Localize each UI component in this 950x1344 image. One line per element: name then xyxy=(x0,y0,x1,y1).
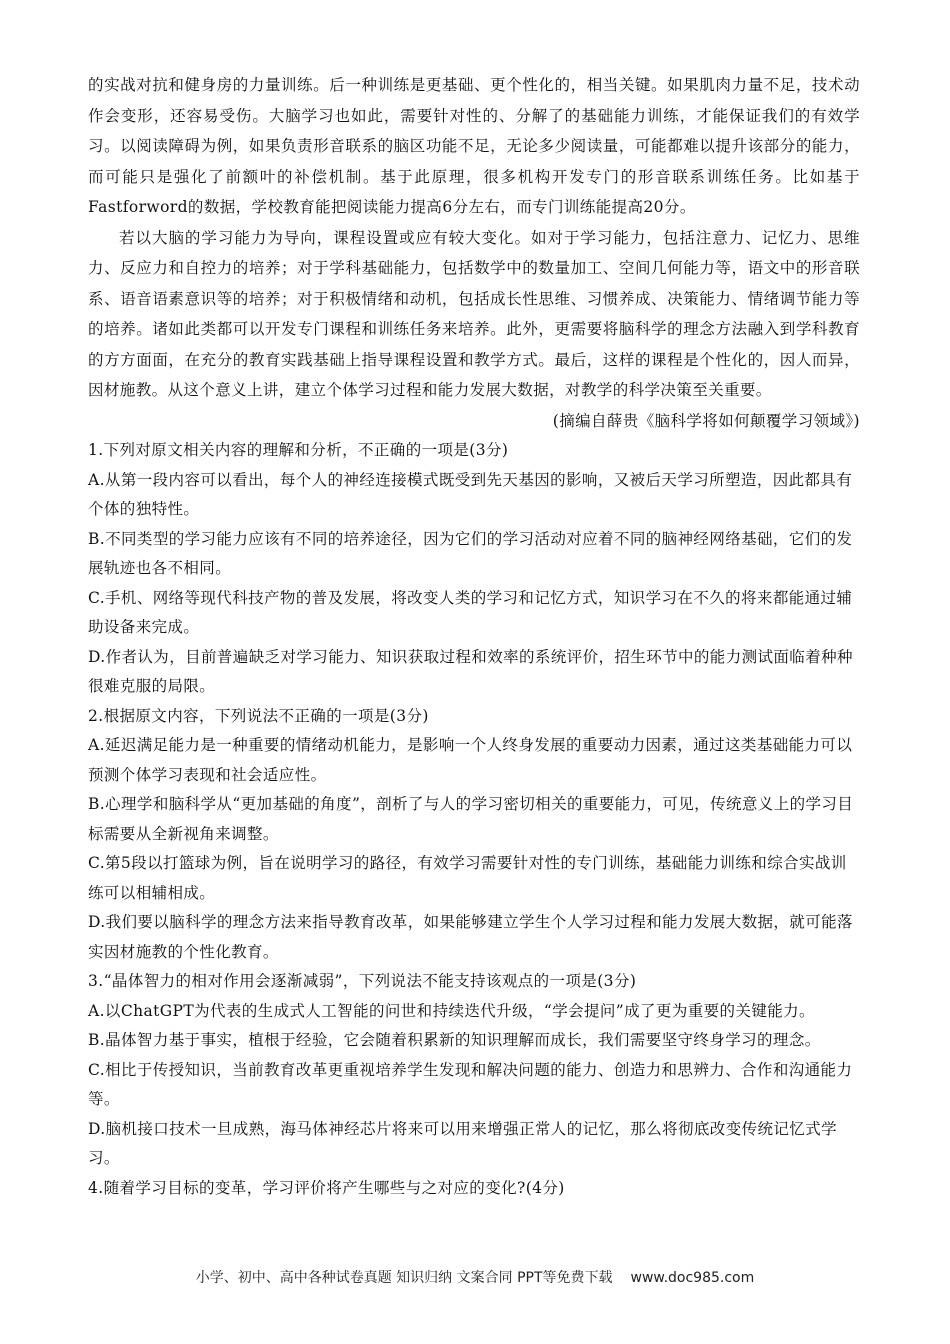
question-4 xyxy=(88,1174,860,1204)
question-1-option-c: C.手机、网络等现代科技产物的普及发展，将改变人类的学习和记忆方式，知识学习在不久的将来都能通过辅助设备来完成。 xyxy=(88,588,853,636)
question-1-option-d: D.作者认为，目前普遍缺乏对学习能力、知识获取过程和效率的系统评价，招生环节中的能力测试面临着种种很难克服的局限。 xyxy=(88,647,853,695)
question-3-option-c: C.相比于传授知识，当前教育改革更重视培养学生发现和解决问题的能力、创造力和思辨力、合作和沟通能力等。 xyxy=(88,1060,853,1108)
question-3-stem: 3.“晶体智力的相对作用会逐渐减弱”，下列说法不能支持该观点的一项是(3分) xyxy=(88,972,637,990)
question-1-option-a: A.从第一段内容可以看出，每个人的神经连接模式既受到先天基因的影响，又被后天学习所塑造，因此都具有个体的独特性。 xyxy=(88,470,853,518)
question-2-stem: 2.根据原文内容，下列说法不正确的一项是(3分) xyxy=(88,706,429,725)
article-source: (摘编自薛贵《脑科学将如何颠覆学习领域》) xyxy=(552,411,860,430)
question-3 xyxy=(88,967,860,1174)
question-1-stem: 1.下列对原文相关内容的理解和分析，不正确的一项是(3分) xyxy=(88,441,509,459)
question-2-option-d: D.我们要以脑科学的理念方法来指导教育改革，如果能够建立学生个人学习过程和能力发展大数据，就可能落实因材施教的个性化教育。 xyxy=(88,913,853,961)
exam-page xyxy=(88,70,860,1203)
question-2 xyxy=(88,702,860,968)
question-3-option-a: A.以ChatGPT为代表的生成式人工智能的问世和持续迭代升级，“学会提问”成了更为重要的关键能力。 xyxy=(88,1001,815,1020)
footer-url[interactable]: www.doc985.com xyxy=(630,1270,755,1286)
question-2-option-a: A.延迟满足能力是一种重要的情绪动机能力，是影响一个人终身发展的重要动力因素，通过这类基础能力可以预测个体学习表现和社会适应性。 xyxy=(88,736,853,784)
article-paragraph-1: 的实战对抗和健身房的力量训练。后一种训练是更基础、更个性化的，相当关键。如果肌肉力量不足，技术动作会变形，还容易受伤。大脑学习也如此，需要针对性的、分解了的基础能力训练，才能保证我们的有效学习。以阅读障碍为例，如果负责形音联系的脑区功能不足，无论多少阅读量，可能都难以提升该部分的能力，而可能只是强化了前额叶的补偿机制。基于此原理，很多机构开发专门的形音联系训练任务。比如基于Fastforword的数据，学校教育能把阅读能力提高6分左右，而专门训练能提高20分。 xyxy=(88,76,860,216)
article-paragraph-2: 若以大脑的学习能力为导向，课程设置或应有较大变化。如对于学习能力，包括注意力、记忆力、思维力、反应力和自控力的培养；对于学科基础能力，包括数学中的数量加工、空间几何能力等，语文中的形音联系、语音语素意识等的培养；对于积极情绪和动机，包括成长性思维、习惯养成、决策能力、情绪调节能力等的培养。诸如此类都可以开发专门课程和训练任务来培养。此外，更需要将脑科学的理念方法融入到学科教育的方方面面，在充分的教育实践基础上指导课程设置和教学方式。最后，这样的课程是个性化的，因人而异，因材施教。从这个意义上讲，建立个体学习过程和能力发展大数据，对教学的科学决策至关重要。 xyxy=(88,228,860,399)
footer-text: 小学、初中、高中各种试卷真题 知识归纳 文案合同 PPT等免费下载 xyxy=(195,1270,613,1286)
question-4-stem: 4.随着学习目标的变革，学习评价将产生哪些与之对应的变化?(4分) xyxy=(88,1178,565,1197)
page-footer xyxy=(0,1267,950,1287)
question-3-option-b: B.晶体智力基于事实，植根于经验，它会随着积累新的知识理解而成长，我们需要坚守终身学习的理念。 xyxy=(88,1031,821,1049)
question-2-option-b: B.心理学和脑科学从“更加基础的角度”，剖析了与人的学习密切相关的重要能力，可见，传统意义上的学习目标需要从全新视角来调整。 xyxy=(88,795,854,843)
question-2-option-c: C.第5段以打篮球为例，旨在说明学习的路径，有效学习需要针对性的专门训练，基础能力训练和综合实战训练可以相辅相成。 xyxy=(88,854,847,902)
question-1 xyxy=(88,436,860,702)
question-3-option-d: D.脑机接口技术一旦成熟，海马体神经芯片将来可以用来增强正常人的记忆，那么将彻底改变传统记忆式学习。 xyxy=(88,1119,838,1167)
question-1-option-b: B.不同类型的学习能力应该有不同的培养途径，因为它们的学习活动对应着不同的脑神经网络基础，它们的发展轨迹也各不相同。 xyxy=(88,529,853,577)
